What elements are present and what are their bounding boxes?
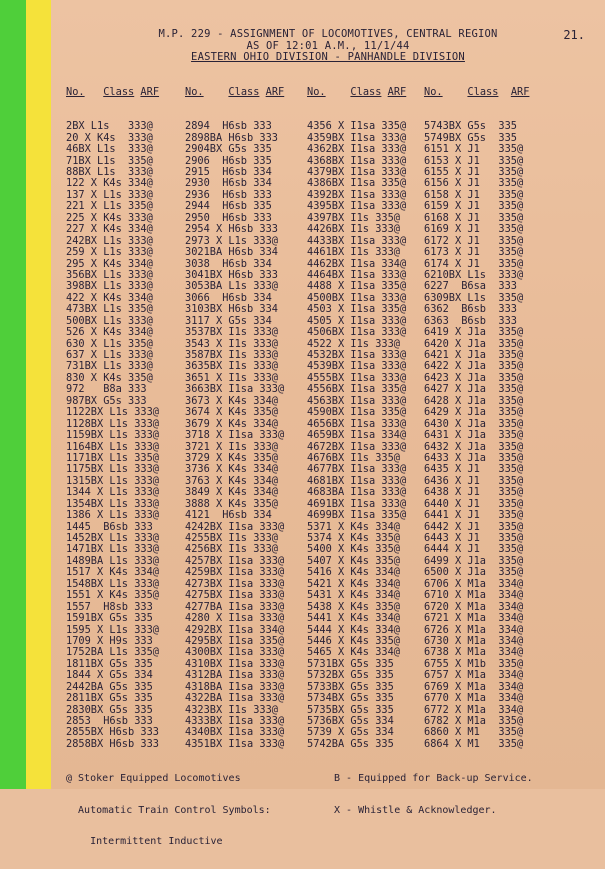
locomotive-row: 4464BX I1sa 333@ (307, 268, 407, 281)
locomotive-row: 5400 X K4s 335@ (307, 543, 400, 556)
locomotive-row: 6769 X M1a 334@ (424, 680, 524, 693)
locomotive-row: 6156 X J1 335@ (424, 177, 524, 190)
locomotive-row: 6444 X J1 335@ (424, 543, 524, 556)
locomotive-row: 2930 H6sb 334 (185, 177, 272, 190)
column-header: No. Class ARF (185, 85, 285, 98)
locomotive-row: 3651 X I1s 333@ (185, 371, 278, 384)
locomotive-row: 2898BA H6sb 333 (185, 131, 278, 144)
locomotive-row: 2954 X H6sb 333 (185, 223, 278, 236)
locomotive-row: 731BX L1s 333@ (66, 360, 153, 373)
locomotive-row: 6726 X M1a 334@ (424, 623, 524, 636)
footer-line: B - Equipped for Back-up Service. (334, 773, 533, 784)
locomotive-row: 3041BX H6sb 333 (185, 268, 278, 281)
locomotive-row: 6435 X J1 335@ (424, 463, 524, 476)
locomotive-row: 4500BX I1sa 333@ (307, 291, 407, 304)
locomotive-row: 6433 X J1a 335@ (424, 451, 524, 464)
locomotive-row: 6755 X M1b 335@ (424, 657, 524, 670)
locomotive-row: 6770 X M1a 334@ (424, 692, 524, 705)
locomotive-row: 6782 X M1a 335@ (424, 715, 524, 727)
green-index-tab (0, 0, 26, 789)
locomotive-row: 1811BX G5s 335 (66, 657, 153, 670)
column-header: No. Class ARF (66, 85, 160, 98)
locomotive-row: 6423 X J1a 335@ (424, 371, 524, 384)
locomotive-row: 4121 H6sb 334 (185, 509, 272, 522)
locomotive-row: 4590BX I1sa 335@ (307, 406, 407, 419)
locomotive-row: 4462BX I1sa 334@ (307, 257, 407, 270)
locomotive-row: 6309BX L1s 335@ (424, 291, 524, 304)
locomotive-row: 5446 X K4s 335@ (307, 634, 400, 647)
locomotive-row: 4368BX I1sa 333@ (307, 154, 407, 167)
locomotive-row: 4397BX I1s 335@ (307, 211, 400, 224)
locomotive-row: 4395BX I1sa 333@ (307, 200, 407, 213)
locomotive-row: 2811BX G5s 335 (66, 692, 153, 705)
locomotive-row: 4563BX I1sa 333@ (307, 394, 407, 407)
locomotive-row: 6151 X J1 335@ (424, 143, 524, 156)
locomotive-row: 4277BA I1sa 333@ (185, 600, 285, 613)
locomotive-row: 5735BX G5s 335 (307, 703, 394, 716)
locomotive-row: 5374 X K4s 335@ (307, 532, 400, 544)
locomotive-row: 295 X K4s 334@ (66, 257, 153, 270)
locomotive-row: 4356 X I1sa 335@ (307, 120, 407, 133)
locomotive-row: 1175BX L1s 333@ (66, 463, 159, 476)
division-heading: EASTERN OHIO DIVISION - PANHANDLE DIVISION (191, 51, 465, 63)
locomotive-row: 5743BX G5s 335 (424, 120, 517, 133)
locomotive-row: 987BX G5s 333 (66, 394, 147, 407)
locomotive-row: 4280 X I1sa 333@ (185, 612, 285, 625)
locomotive-row: 1159BX L1s 333@ (66, 429, 159, 442)
locomotive-row: 3117 X G5s 334 (185, 314, 272, 327)
locomotive-column-3 (307, 64, 406, 773)
locomotive-row: 473BX L1s 335@ (66, 303, 153, 316)
locomotive-row: 20 X K4s 333@ (66, 131, 153, 144)
locomotive-row: 2904BX G5s 335 (185, 143, 272, 156)
locomotive-row: 500BX L1s 333@ (66, 314, 153, 327)
locomotive-row: 1591BX G5s 335 (66, 612, 153, 625)
locomotive-row: 526 X K4s 334@ (66, 326, 153, 339)
locomotive-row: 3587BX I1s 333@ (185, 349, 278, 361)
locomotive-row: 5733BX G5s 335 (307, 680, 394, 693)
locomotive-row: 4362BX I1sa 333@ (307, 143, 407, 156)
locomotive-row: 6158 X J1 335@ (424, 188, 524, 201)
locomotive-row: 1471BX L1s 333@ (66, 543, 159, 556)
locomotive-row: 4318BA I1sa 333@ (185, 680, 285, 693)
locomotive-row: 4676BX I1s 335@ (307, 451, 400, 464)
page-number: 21. (563, 28, 585, 42)
column-header: No. Class ARF (424, 85, 530, 98)
locomotive-row: 3021BA H6sb 334 (185, 246, 278, 259)
locomotive-row: 4488 X I1sa 335@ (307, 280, 407, 293)
locomotive-row: 6864 X M1 335@ (424, 737, 524, 750)
locomotive-row: 4323BX I1s 333@ (185, 703, 278, 716)
locomotive-row: 6500 X J1a 335@ (424, 566, 524, 579)
locomotive-row: 5416 X K4s 334@ (307, 566, 400, 579)
locomotive-row: 1354BX L1s 333@ (66, 497, 159, 510)
locomotive-column-1 (66, 64, 159, 773)
locomotive-row: 6172 X J1 335@ (424, 234, 524, 247)
locomotive-row: 4295BX I1sa 335@ (185, 634, 285, 647)
locomotive-row: 4256BX I1s 333@ (185, 543, 278, 556)
locomotive-row: 6428 X J1a 335@ (424, 394, 524, 407)
locomotive-row: 1171BX L1s 335@ (66, 451, 159, 464)
locomotive-row: 422 X K4s 334@ (66, 291, 153, 304)
locomotive-row: 6173 X J1 335@ (424, 246, 524, 259)
locomotive-row: 3053BA L1s 333@ (185, 280, 278, 293)
locomotive-row: 3674 X K4s 335@ (185, 406, 278, 419)
footer-legend-left (66, 753, 271, 869)
locomotive-row: 5731BX G5s 335 (307, 657, 394, 670)
locomotive-row: 3888 X K4s 335@ (185, 497, 278, 510)
yellow-index-tab (26, 0, 51, 789)
locomotive-row: 1386 X L1s 333@ (66, 509, 159, 522)
locomotive-row: 4683BA I1sa 333@ (307, 486, 407, 499)
locomotive-row: 5742BA G5s 335 (307, 737, 394, 750)
locomotive-row: 259 X L1s 333@ (66, 246, 153, 259)
locomotive-row: 225 X K4s 333@ (66, 211, 153, 224)
locomotive-row: 5421 X K4s 334@ (307, 577, 400, 590)
locomotive-row: 6153 X J1 335@ (424, 154, 524, 167)
locomotive-row: 2830BX G5s 335 (66, 703, 153, 716)
locomotive-row: 5734BX G5s 335 (307, 692, 394, 705)
locomotive-row: 6227 B6sa 333 (424, 280, 517, 293)
locomotive-row: 1709 X H9s 333 (66, 634, 153, 647)
document-title: M.P. 229 - ASSIGNMENT OF LOCOMOTIVES, CENTRAL REGION (158, 28, 498, 40)
locomotive-row: 3066 H6sb 334 (185, 291, 272, 304)
locomotive-row: 6419 X J1a 335@ (424, 326, 524, 339)
locomotive-row: 1548BX L1s 333@ (66, 577, 159, 590)
locomotive-row: 6422 X J1a 335@ (424, 360, 524, 373)
locomotive-row: 6442 X J1 335@ (424, 520, 524, 533)
locomotive-row: 4677BX I1sa 333@ (307, 463, 407, 476)
locomotive-row: 637 X L1s 333@ (66, 349, 153, 361)
locomotive-row: 5732BX G5s 335 (307, 669, 394, 682)
locomotive-row: 6440 X J1 335@ (424, 497, 524, 510)
locomotive-list (307, 121, 406, 750)
locomotive-row: 6421 X J1a 335@ (424, 349, 524, 361)
locomotive-row: 6169 X J1 335@ (424, 223, 524, 236)
locomotive-row: 2894 H6sb 333 (185, 120, 272, 133)
footer-legend-right (334, 753, 533, 837)
locomotive-row: 4386BX I1sa 335@ (307, 177, 407, 190)
locomotive-row: 4340BX I1sa 333@ (185, 726, 285, 739)
locomotive-row: 972 B8a 333 (66, 383, 147, 396)
locomotive-row: 4503 X I1sa 335@ (307, 303, 407, 316)
locomotive-list (185, 121, 284, 750)
locomotive-row: 4300BX I1sa 333@ (185, 646, 285, 659)
locomotive-row: 2858BX H6sb 333 (66, 737, 159, 750)
locomotive-row: 4556BX I1sa 335@ (307, 383, 407, 396)
locomotive-row: 2906 H6sb 335 (185, 154, 272, 167)
locomotive-row: 1122BX L1s 333@ (66, 406, 159, 419)
locomotive-row: 1344 X L1s 333@ (66, 486, 159, 499)
locomotive-row: 6362 B6sb 333 (424, 303, 517, 316)
locomotive-row: 4322BA I1sa 333@ (185, 692, 285, 705)
locomotive-row: 4656BX I1sa 333@ (307, 417, 407, 430)
locomotive-row: 3736 X K4s 334@ (185, 463, 278, 476)
locomotive-row: 6430 X J1a 335@ (424, 417, 524, 430)
locomotive-row: 4506BX I1sa 333@ (307, 326, 407, 339)
locomotive-row: 6738 X M1a 334@ (424, 646, 524, 659)
locomotive-row: 3679 X K4s 334@ (185, 417, 278, 430)
locomotive-row: 2855BX H6sb 333 (66, 726, 159, 739)
locomotive-row: 4379BX I1sa 333@ (307, 166, 407, 178)
locomotive-row: 4359BX I1sa 333@ (307, 131, 407, 144)
locomotive-row: 4351BX I1sa 333@ (185, 737, 285, 750)
locomotive-row: 6427 X J1a 335@ (424, 383, 524, 396)
locomotive-row: 6706 X M1a 334@ (424, 577, 524, 590)
locomotive-row: 3663BX I1sa 333@ (185, 383, 285, 396)
locomotive-row: 4310BX I1sa 333@ (185, 657, 285, 670)
locomotive-row: 46BX L1s 333@ (66, 143, 153, 156)
locomotive-row: 398BX L1s 333@ (66, 280, 153, 293)
locomotive-row: 5736BX G5s 334 (307, 715, 394, 727)
locomotive-row: 227 X K4s 334@ (66, 223, 153, 236)
locomotive-row: 6441 X J1 335@ (424, 509, 524, 522)
locomotive-row: 4433BX I1sa 333@ (307, 234, 407, 247)
locomotive-row: 4522 X I1s 333@ (307, 337, 400, 350)
locomotive-row: 3543 X I1s 333@ (185, 337, 278, 350)
document-page (51, 0, 605, 847)
locomotive-column-4 (424, 64, 529, 773)
locomotive-row: 6721 X M1a 334@ (424, 612, 524, 625)
locomotive-row: 4659BX I1sa 334@ (307, 429, 407, 442)
locomotive-row: 2944 H6sb 335 (185, 200, 272, 213)
locomotive-row: 1164BX L1s 333@ (66, 440, 159, 453)
locomotive-row: 4273BX I1sa 333@ (185, 577, 285, 590)
locomotive-row: 6429 X J1a 335@ (424, 406, 524, 419)
footer-line: Automatic Train Control Symbols: (66, 804, 271, 816)
locomotive-row: 5371 X K4s 334@ (307, 520, 400, 533)
locomotive-row: 4672BX I1sa 333@ (307, 440, 407, 453)
locomotive-row: 6363 B6sb 333 (424, 314, 517, 327)
locomotive-row: 6720 X M1a 334@ (424, 600, 524, 613)
locomotive-row: 6174 X J1 335@ (424, 257, 524, 270)
locomotive-row: 6436 X J1 335@ (424, 474, 524, 487)
locomotive-row: 6432 X J1a 335@ (424, 440, 524, 453)
locomotive-row: 4259BX I1sa 333@ (185, 566, 285, 579)
locomotive-row: 3721 X I1s 333@ (185, 440, 278, 453)
locomotive-row: 356BX L1s 333@ (66, 268, 153, 281)
locomotive-row: 6710 X M1a 334@ (424, 589, 524, 602)
locomotive-row: 3635BX I1s 333@ (185, 360, 278, 373)
locomotive-row: 4691BX I1sa 333@ (307, 497, 407, 510)
as-of-date: AS OF 12:01 A.M., 11/1/44 (246, 40, 410, 52)
locomotive-row: 88BX L1s 333@ (66, 166, 153, 178)
locomotive-row: 3763 X K4s 334@ (185, 474, 278, 487)
locomotive-row: 1595 X L1s 333@ (66, 623, 159, 636)
locomotive-row: 4242BX I1sa 333@ (185, 520, 285, 533)
locomotive-row: 2442BA G5s 335 (66, 680, 153, 693)
locomotive-row: 4312BA I1sa 333@ (185, 669, 285, 682)
locomotive-row: 4555BX I1sa 333@ (307, 371, 407, 384)
locomotive-row: 4461BX I1s 333@ (307, 246, 400, 259)
locomotive-row: 2973 X L1s 333@ (185, 234, 278, 247)
locomotive-row: 137 X L1s 333@ (66, 188, 153, 201)
locomotive-row: 2950 H6sb 333 (185, 211, 272, 224)
locomotive-row: 4699BX I1sa 335@ (307, 509, 407, 522)
locomotive-row: 6210BX L1s 333@ (424, 268, 524, 281)
locomotive-row: 3673 X K4s 334@ (185, 394, 278, 407)
locomotive-row: 242BX L1s 333@ (66, 234, 153, 247)
locomotive-row: 1844 X G5s 334 (66, 669, 153, 682)
locomotive-row: 122 X K4s 334@ (66, 177, 153, 190)
locomotive-row: 6443 X J1 335@ (424, 532, 524, 544)
locomotive-row: 4426BX I1s 333@ (307, 223, 400, 236)
locomotive-row: 5465 X K4s 334@ (307, 646, 400, 659)
locomotive-row: 830 X K4s 335@ (66, 371, 153, 384)
locomotive-row: 2936 H6sb 333 (185, 188, 272, 201)
locomotive-row: 221 X L1s 335@ (66, 200, 153, 213)
locomotive-row: 3729 X K4s 335@ (185, 451, 278, 464)
locomotive-row: 4257BX I1sa 333@ (185, 554, 285, 567)
column-header: No. Class ARF (307, 85, 407, 98)
locomotive-row: 4275BX I1sa 333@ (185, 589, 285, 602)
locomotive-row: 1517 X K4s 334@ (66, 566, 159, 579)
locomotive-row: 1445 B6sb 333 (66, 520, 153, 533)
locomotive-row: 1128BX L1s 333@ (66, 417, 159, 430)
locomotive-row: 6860 X M1 335@ (424, 726, 524, 739)
locomotive-row: 4681BX I1sa 333@ (307, 474, 407, 487)
locomotive-row: 6499 X J1a 335@ (424, 554, 524, 567)
locomotive-row: 5441 X K4s 334@ (307, 612, 400, 625)
locomotive-row: 71BX L1s 335@ (66, 154, 153, 167)
locomotive-row: 6757 X M1a 334@ (424, 669, 524, 682)
locomotive-row: 6420 X J1a 335@ (424, 337, 524, 350)
locomotive-row: 1315BX L1s 333@ (66, 474, 159, 487)
locomotive-row: 5431 X K4s 334@ (307, 589, 400, 602)
locomotive-row: 6155 X J1 335@ (424, 166, 524, 178)
locomotive-row: 5407 X K4s 335@ (307, 554, 400, 567)
locomotive-row: 3038 H6sb 334 (185, 257, 272, 270)
locomotive-row: 3718 X I1sa 333@ (185, 429, 285, 442)
locomotive-column-2 (185, 64, 284, 773)
locomotive-row: 1551 X K4s 335@ (66, 589, 159, 602)
locomotive-row: 6431 X J1a 335@ (424, 429, 524, 442)
locomotive-list (66, 121, 159, 750)
locomotive-row: 1452BX L1s 333@ (66, 532, 159, 544)
locomotive-row: 3103BX H6sb 334 (185, 303, 278, 316)
locomotive-row: 6168 X J1 335@ (424, 211, 524, 224)
locomotive-row: 5749BX G5s 335 (424, 131, 517, 144)
locomotive-row: 630 X L1s 335@ (66, 337, 153, 350)
locomotive-row: 6438 X J1 335@ (424, 486, 524, 499)
locomotive-row: 1557 H8sb 333 (66, 600, 153, 613)
footer-line: Intermittent Inductive (66, 836, 223, 847)
locomotive-row: 4532BX I1sa 333@ (307, 349, 407, 361)
locomotive-row: 6730 X M1a 334@ (424, 634, 524, 647)
locomotive-row: 3537BX I1s 333@ (185, 326, 278, 339)
footer-line: X - Whistle & Acknowledger. (334, 804, 497, 816)
locomotive-row: 4539BX I1sa 333@ (307, 360, 407, 373)
locomotive-row: 4392BX I1sa 333@ (307, 188, 407, 201)
locomotive-row: 3849 X K4s 334@ (185, 486, 278, 499)
locomotive-row: 6159 X J1 335@ (424, 200, 524, 213)
locomotive-row: 6772 X M1a 334@ (424, 703, 524, 716)
locomotive-list (424, 121, 529, 750)
locomotive-row: 5739 X G5s 334 (307, 726, 394, 739)
locomotive-row: 5438 X K4s 335@ (307, 600, 400, 613)
footer-line: @ Stoker Equipped Locomotives (66, 773, 241, 784)
locomotive-row: 5444 X K4s 334@ (307, 623, 400, 636)
locomotive-row: 4333BX I1sa 333@ (185, 715, 285, 727)
locomotive-row: 4505 X I1sa 333@ (307, 314, 407, 327)
locomotive-row: 4255BX I1s 333@ (185, 532, 278, 544)
locomotive-row: 2915 H6sb 334 (185, 166, 272, 178)
locomotive-row: 1489BA L1s 333@ (66, 554, 159, 567)
locomotive-row: 1752BA L1s 335@ (66, 646, 159, 659)
locomotive-row: 2853 H6sb 333 (66, 715, 153, 727)
locomotive-row: 2BX L1s 333@ (66, 120, 153, 133)
locomotive-row: 4292BX I1sa 334@ (185, 623, 285, 636)
